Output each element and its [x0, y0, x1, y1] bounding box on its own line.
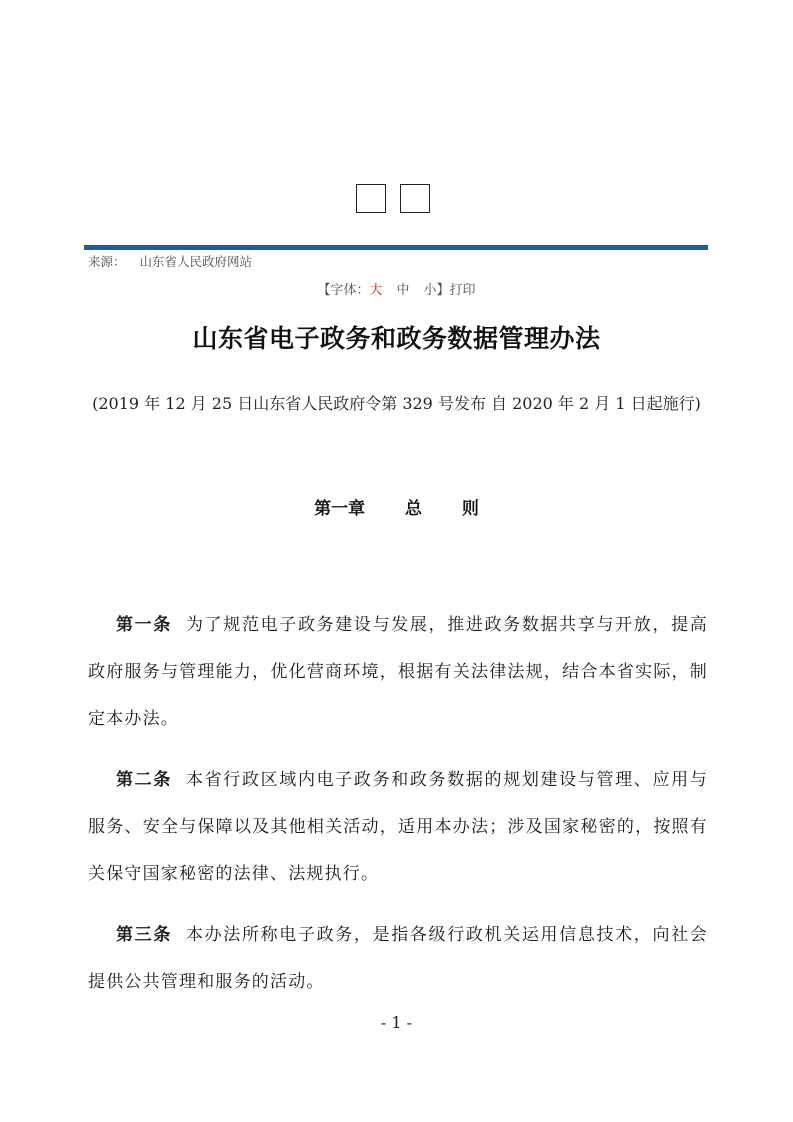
article-label: 第三条	[116, 925, 172, 945]
article-3	[88, 912, 708, 1006]
article-text: 本省行政区域内电子政务和政务数据的规划建设与管理、应用与服务、安全与保障以及其他相关活动，适用本办法；涉及国家秘密的，按照有关保守国家秘密的法律、法规执行。	[88, 770, 708, 884]
article-text: 本办法所称电子政务，是指各级行政机关运用信息技术，向社会提供公共管理和服务的活动。	[88, 925, 708, 992]
placeholder-box-2	[400, 184, 430, 213]
font-size-controls	[0, 279, 793, 298]
chapter-heading: 第一章 总 则	[314, 499, 479, 519]
article-1	[88, 602, 708, 743]
placeholder-glyphs	[356, 184, 430, 213]
placeholder-box-1	[356, 184, 386, 213]
font-size-small-link[interactable]: 小	[423, 283, 437, 298]
font-size-medium-link[interactable]: 中	[396, 283, 410, 298]
font-size-large-link[interactable]: 大	[369, 283, 383, 298]
header-divider	[84, 245, 708, 250]
font-size-suffix: 】	[436, 283, 450, 298]
article-2	[88, 757, 708, 898]
print-link[interactable]: 打印	[449, 283, 476, 298]
document-subtitle: (2019 年 12 月 25 日山东省人民政府令第 329 号发布 自 2020 年 2 月 1 日起施行)	[92, 394, 701, 413]
article-label: 第一条	[116, 615, 172, 635]
source-label: 来源：	[88, 254, 126, 269]
source-line	[88, 252, 252, 270]
font-size-prefix: 【字体：	[317, 283, 370, 298]
source-value: 山东省人民政府网站	[139, 254, 253, 269]
document-title: 山东省电子政务和政务数据管理办法	[192, 324, 601, 353]
article-label: 第二条	[116, 770, 172, 790]
page-number: - 1 -	[380, 1013, 413, 1032]
article-list	[88, 602, 708, 1020]
article-text: 为了规范电子政务建设与发展，推进政务数据共享与开放，提高政府服务与管理能力，优化营商环境，根据有关法律法规，结合本省实际，制定本办法。	[88, 615, 708, 729]
